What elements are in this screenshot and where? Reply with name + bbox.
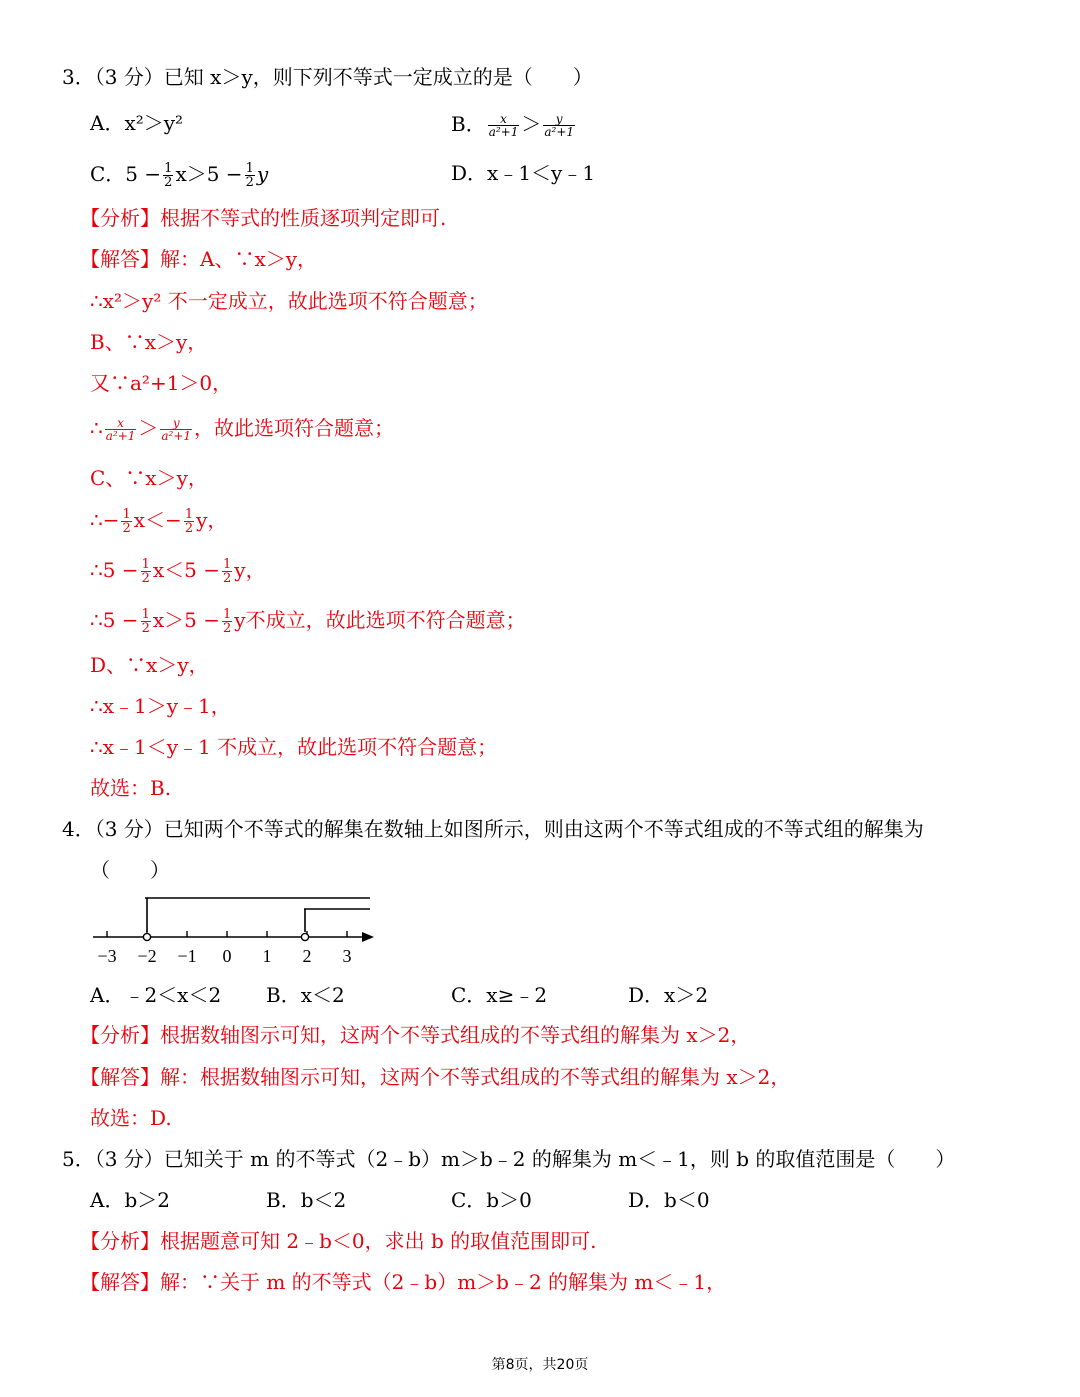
- q3-step-12: 故选：B.: [90, 776, 172, 800]
- q3-option-b-frac-2: $\frac{y}{\text{a²+1}}$: [544, 112, 575, 139]
- axis-tick-label: 1: [262, 946, 272, 966]
- q4-choice: 故选：D.: [90, 1106, 172, 1130]
- q3-step-4: ∴ $\frac{x}{\text{a²+1}}$ ＞ $\frac{y}{\text{a²+1}}$ ，故此选项符合题意；: [90, 416, 395, 443]
- q3-option-d: D．x﹣1＜y﹣1: [451, 161, 596, 185]
- axis-tick-label: −1: [177, 946, 197, 966]
- q5-option-c: C．b＞0: [451, 1188, 532, 1212]
- q3-stem: 3．（3 分）已知 x＞y，则下列不等式一定成立的是（ ）: [62, 65, 593, 89]
- q5-solution: 【解答】解：∵关于 m 的不等式（2﹣b）m＞b﹣2 的解集为 m＜﹣1，: [80, 1270, 727, 1294]
- axis-tick-label: 3: [342, 946, 352, 966]
- q3-option-b-frac-1: $\frac{x}{\text{a²+1}}$: [488, 112, 519, 139]
- open-point-neg2: [143, 933, 150, 940]
- number-line-figure: [90, 890, 380, 970]
- q3-step-2: B、∵x＞y，: [90, 330, 208, 354]
- q3-step-1: ∴x²＞y² 不一定成立，故此选项不符合题意；: [90, 289, 488, 313]
- axis-tick-label: 0: [222, 946, 232, 966]
- axis-arrow: [362, 932, 374, 942]
- q3-solution: 【解答】解：A、∵x＞y，: [80, 247, 318, 271]
- q4-option-b: B．x＜2: [266, 983, 345, 1007]
- q5-option-b: B．b＜2: [266, 1188, 347, 1212]
- q3-option-b-gt: ＞: [521, 112, 542, 136]
- q3-step-7: ∴5 − $\frac{1}{2}$ x＜5 − $\frac{1}{2}$ y，: [90, 557, 266, 586]
- q3-step-8: ∴5 − $\frac{1}{2}$ x＞5 − $\frac{1}{2}$ y不成立，故此选项不符合题意；: [90, 607, 526, 636]
- axis-tick-label: −2: [137, 946, 157, 966]
- q5-option-a: A．b＞2: [90, 1188, 170, 1212]
- q3-option-a: A．x²＞y²: [90, 111, 184, 135]
- q3-option-b: [451, 104, 577, 144]
- q5-option-d: D．b＜0: [628, 1188, 710, 1212]
- q4-option-a: A．﹣2＜x＜2: [90, 983, 222, 1007]
- q3-step-5: C、∵x＞y，: [90, 466, 208, 490]
- q4-analysis: 【分析】根据数轴图示可知，这两个不等式组成的不等式组的解集为 x＞2，: [80, 1023, 751, 1047]
- q3-analysis: 【分析】根据不等式的性质逐项判定即可.: [80, 206, 447, 230]
- open-point-2: [301, 933, 308, 940]
- q3-step-11: ∴x﹣1＜y﹣1 不成立，故此选项不符合题意；: [90, 735, 498, 759]
- axis-tick-label: −3: [97, 946, 117, 966]
- q5-stem: 5．（3 分）已知关于 m 的不等式（2﹣b）m＞b﹣2 的解集为 m＜﹣1，则 b 的取值范围是（ ）: [62, 1147, 956, 1171]
- q3-step-10: ∴x﹣1＞y﹣1，: [90, 694, 231, 718]
- q4-paren: （ ）: [90, 858, 170, 882]
- page-footer: 第8页，共20页: [491, 1357, 589, 1373]
- q4-option-d: D．x＞2: [628, 983, 709, 1007]
- q4-stem: 4．（3 分）已知两个不等式的解集在数轴上如图所示，则由这两个不等式组成的不等式组的解集为: [62, 817, 924, 841]
- q5-analysis: 【分析】根据题意可知 2﹣b＜0，求出 b 的取值范围即可.: [80, 1229, 597, 1253]
- axis-tick-label: 2: [302, 946, 312, 966]
- q3-step-6: ∴− $\frac{1}{2}$ x＜− $\frac{1}{2}$ y，: [90, 507, 228, 536]
- q4-solution: 【解答】解：根据数轴图示可知，这两个不等式组成的不等式组的解集为 x＞2，: [80, 1065, 791, 1089]
- q3-step-3: 又∵a²+1＞0，: [90, 371, 233, 395]
- q3-option-b-label: B．: [451, 112, 486, 136]
- q4-option-c: C．x≥﹣2: [451, 983, 548, 1007]
- q3-step-9: D、∵x＞y，: [90, 653, 209, 677]
- q3-option-c: C．5 − $\frac{1}{2}$ x＞5 − $\frac{1}{2}$ y: [90, 161, 269, 190]
